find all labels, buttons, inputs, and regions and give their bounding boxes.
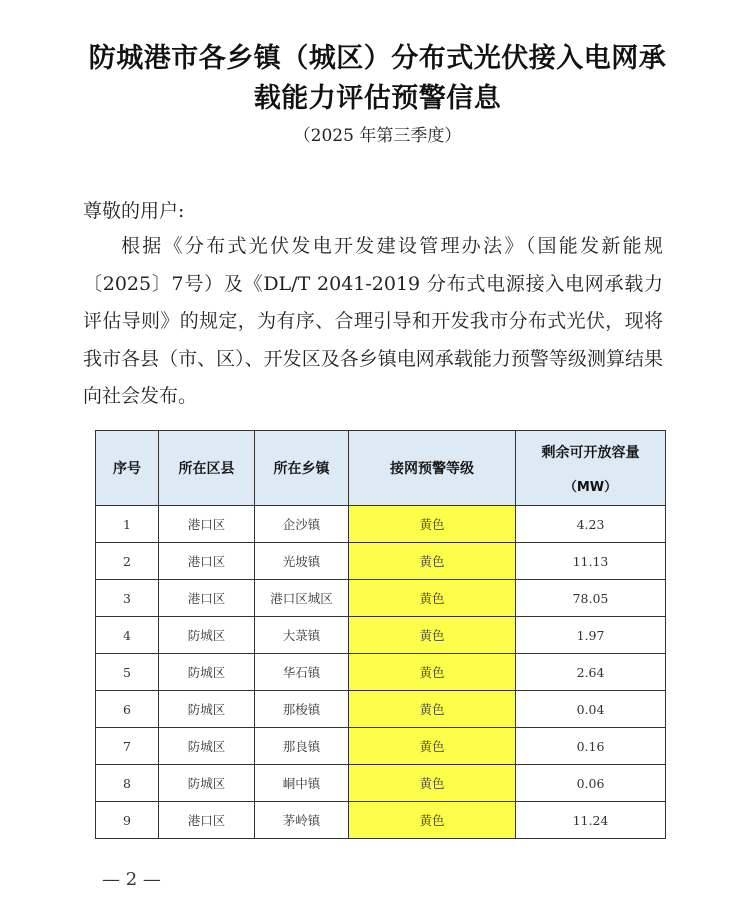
- cell-district: 防城区: [159, 654, 255, 691]
- cell-district: 港口区: [159, 580, 255, 617]
- document-subtitle: （2025 年第三季度）: [293, 126, 462, 146]
- header-warning-level: 接网预警等级: [349, 431, 516, 506]
- cell-index: 6: [96, 691, 159, 728]
- cell-index: 7: [96, 728, 159, 765]
- cell-capacity: 0.04: [516, 691, 666, 728]
- cell-index: 2: [96, 543, 159, 580]
- cell-town: 港口区城区: [255, 580, 349, 617]
- header-index: 序号: [96, 431, 159, 506]
- cell-capacity: 2.64: [516, 654, 666, 691]
- cell-district: 港口区: [159, 506, 255, 543]
- cell-warning-level: 黄色: [349, 654, 516, 691]
- cell-town: 光坡镇: [255, 543, 349, 580]
- cell-district: 防城区: [159, 691, 255, 728]
- table-row: [96, 691, 666, 728]
- table-row: [96, 728, 666, 765]
- cell-town: 峒中镇: [255, 765, 349, 802]
- cell-town: 大菉镇: [255, 617, 349, 654]
- cell-town: 茅岭镇: [255, 802, 349, 839]
- cell-town: 华石镇: [255, 654, 349, 691]
- cell-warning-level: 黄色: [349, 506, 516, 543]
- header-town: 所在乡镇: [255, 431, 349, 506]
- cell-warning-level: 黄色: [349, 580, 516, 617]
- table-row: [96, 543, 666, 580]
- cell-district: 防城区: [159, 728, 255, 765]
- cell-capacity: 11.24: [516, 802, 666, 839]
- table-row: [96, 506, 666, 543]
- cell-town: 那良镇: [255, 728, 349, 765]
- cell-capacity: 0.16: [516, 728, 666, 765]
- header-capacity: [516, 431, 666, 506]
- cell-index: 3: [96, 580, 159, 617]
- cell-town: 那梭镇: [255, 691, 349, 728]
- warning-table: [95, 430, 666, 839]
- table-header-row: [96, 431, 666, 506]
- table-row: [96, 617, 666, 654]
- page-number: — 2 —: [102, 869, 161, 890]
- cell-capacity: 78.05: [516, 580, 666, 617]
- cell-warning-level: 黄色: [349, 543, 516, 580]
- header-capacity-unit: （MW）: [563, 479, 618, 495]
- cell-index: 8: [96, 765, 159, 802]
- table-row: [96, 802, 666, 839]
- document-title-line1: 防城港市各乡镇（城区）分布式光伏接入电网承: [88, 43, 667, 74]
- salutation: 尊敬的用户:: [83, 200, 185, 222]
- table-row: [96, 580, 666, 617]
- document-title-line2: 载能力评估预警信息: [253, 83, 502, 114]
- cell-index: 4: [96, 617, 159, 654]
- header-district: 所在区县: [159, 431, 255, 506]
- cell-town: 企沙镇: [255, 506, 349, 543]
- cell-capacity: 0.06: [516, 765, 666, 802]
- cell-warning-level: 黄色: [349, 617, 516, 654]
- cell-capacity: 4.23: [516, 506, 666, 543]
- body-paragraph: 根据《分布式光伏发电开发建设管理办法》（国能发新能规〔2025〕7号）及《DL/T 2041-2019 分布式电源接入电网承载力评估导则》的规定，为有序、合理引导和开发我市分布式光伏，现将我市各县（市、区）、开发区及各乡镇电网承载能力预警等级测算结果向社会发布。: [83, 235, 663, 407]
- cell-index: 9: [96, 802, 159, 839]
- cell-warning-level: 黄色: [349, 728, 516, 765]
- cell-district: 港口区: [159, 802, 255, 839]
- table-row: [96, 765, 666, 802]
- cell-district: 防城区: [159, 765, 255, 802]
- cell-district: 防城区: [159, 617, 255, 654]
- cell-warning-level: 黄色: [349, 802, 516, 839]
- header-capacity-label: 剩余可开放容量: [541, 444, 640, 461]
- cell-capacity: 11.13: [516, 543, 666, 580]
- cell-warning-level: 黄色: [349, 765, 516, 802]
- cell-index: 1: [96, 506, 159, 543]
- cell-index: 5: [96, 654, 159, 691]
- cell-district: 港口区: [159, 543, 255, 580]
- cell-warning-level: 黄色: [349, 691, 516, 728]
- cell-capacity: 1.97: [516, 617, 666, 654]
- table-row: [96, 654, 666, 691]
